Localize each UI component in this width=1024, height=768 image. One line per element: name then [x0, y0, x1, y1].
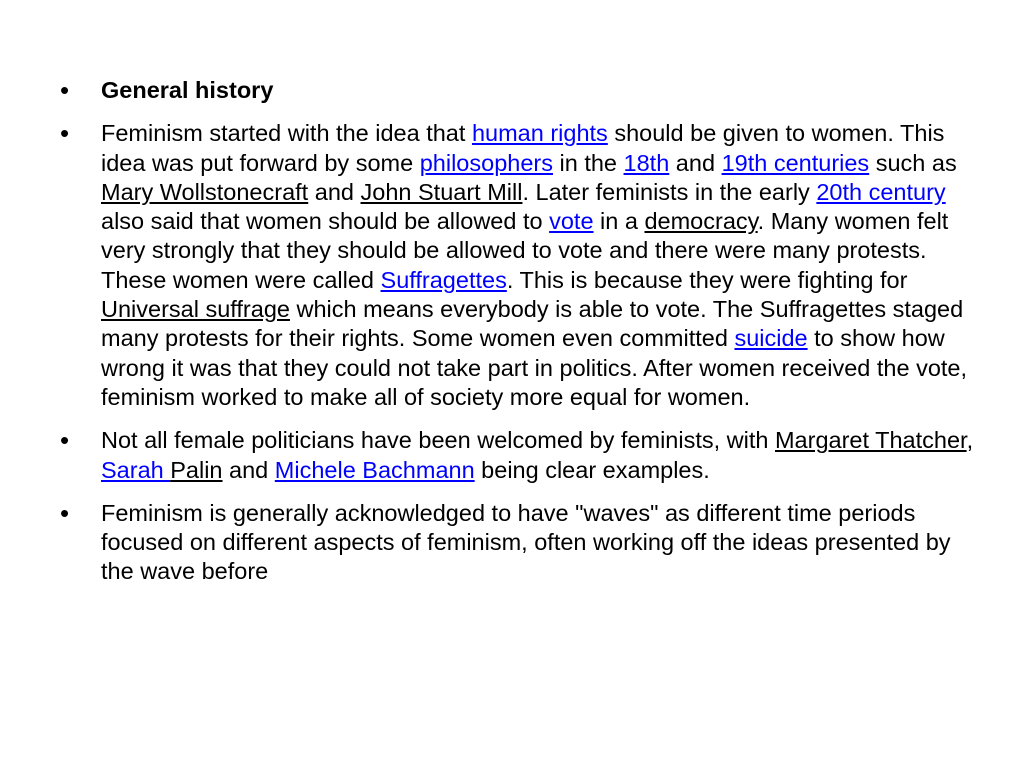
text-run: to show how wrong it was that they could not take part in politics. After women received the vote, feminism worked to make all of society more equal for women. [101, 325, 968, 410]
hyperlink[interactable]: Michele Bachmann [274, 456, 475, 483]
text-run: and [308, 178, 361, 205]
bullet-item-feminism-waves [60, 499, 980, 587]
text-run: also said that women should be allowed to [101, 208, 550, 235]
hyperlink[interactable]: 19th centuries [721, 149, 870, 176]
hyperlink[interactable]: 20th century [816, 178, 946, 205]
text-run: . This is because they were fighting for [506, 266, 908, 293]
text-run: . Many women felt very strongly that they should be allowed to vote and there were many protests. These women were called [101, 208, 949, 293]
text-run: should be given to women. This idea was put forward by some [101, 120, 945, 176]
text-run: . Later feminists in the early [522, 178, 817, 205]
bullet-list [60, 76, 980, 601]
hyperlink[interactable]: 18th [623, 149, 670, 176]
text-run: in a [593, 208, 645, 235]
text-run: Not all female politicians have been welcomed by feminists, with [101, 427, 775, 454]
text-run: which means everybody is able to vote. The Suffragettes staged many protests for their rights. Some women even committed [101, 296, 964, 352]
bullet-item-general-history [60, 76, 980, 105]
hyperlink[interactable]: philosophers [419, 149, 553, 176]
bullet-text [101, 500, 951, 585]
bullet-icon: • [60, 497, 70, 528]
text-run: and [222, 456, 275, 483]
hyperlink[interactable]: Palin [170, 456, 223, 483]
hyperlink[interactable]: suicide [734, 325, 808, 352]
text-run: Feminism started with the idea that [101, 120, 472, 147]
bullet-text [101, 77, 273, 103]
hyperlink[interactable]: Suffragettes [380, 266, 507, 293]
bullet-item-feminism-origins [60, 119, 980, 412]
bullet-text [101, 427, 973, 482]
hyperlink[interactable]: Universal suffrage [101, 296, 290, 323]
bullet-icon: • [60, 425, 70, 456]
bullet-icon: • [60, 75, 70, 105]
text-run: such as [869, 149, 957, 176]
hyperlink[interactable]: John Stuart Mill [360, 178, 523, 205]
text-run: in the [552, 149, 624, 176]
text-run: Feminism is generally acknowledged to have "waves" as different time periods focused on different aspects of feminism, often working off the ideas presented by the wave before [101, 499, 951, 585]
text-run: , [966, 427, 974, 454]
hyperlink[interactable]: democracy [644, 208, 758, 235]
hyperlink[interactable]: Mary Wollstonecraft [101, 178, 309, 205]
bullet-icon: • [60, 118, 70, 149]
hyperlink[interactable]: vote [549, 208, 594, 235]
bullet-item-female-politicians [60, 426, 980, 485]
hyperlink[interactable]: human rights [471, 120, 608, 147]
text-run: being clear examples. [474, 456, 710, 483]
bullet-text [101, 120, 967, 410]
text-run: General history [101, 77, 274, 103]
text-run: and [669, 149, 722, 176]
hyperlink[interactable]: Margaret Thatcher [774, 427, 967, 454]
hyperlink[interactable]: Sarah [101, 456, 171, 483]
